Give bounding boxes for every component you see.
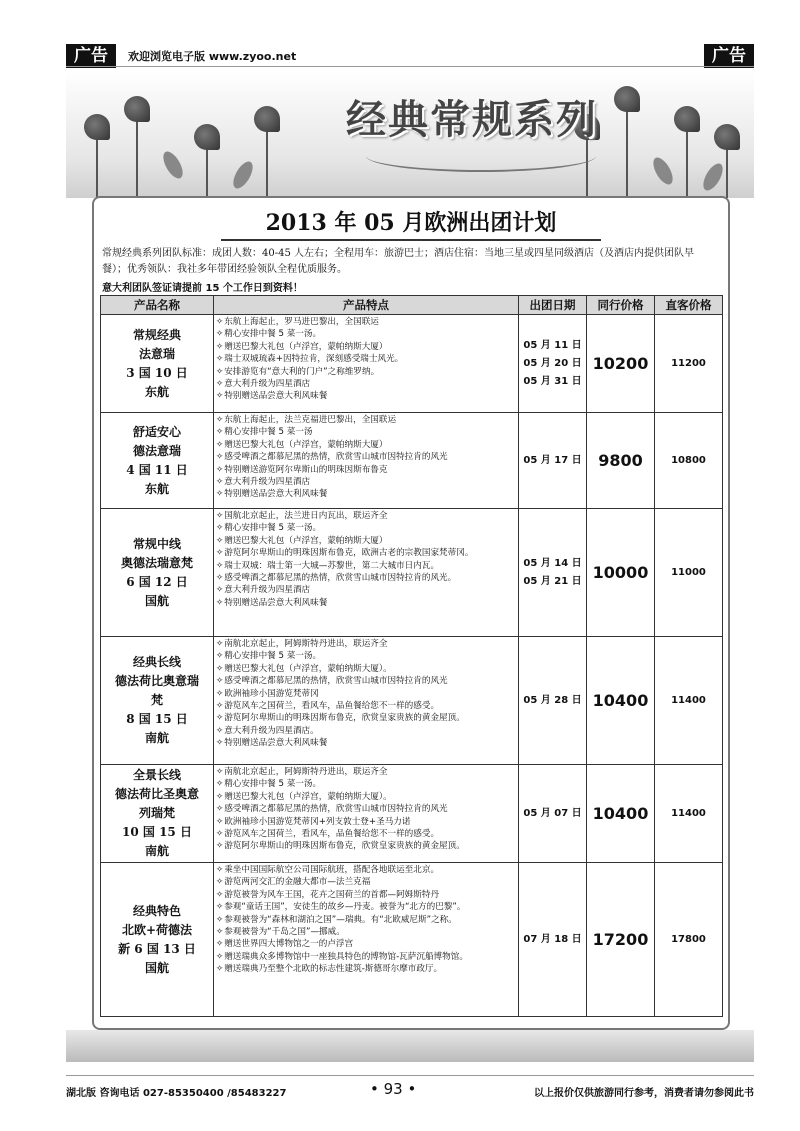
- product-name-line: 德法荷比奥意瑞: [114, 674, 199, 688]
- feature-item: ✧ 参观“童话王国”，安徒生的故乡—丹麦。被誉为“北方的巴黎”。: [216, 901, 516, 913]
- product-name-line: 东航: [144, 384, 169, 399]
- feature-item: ✧ 特别赠送品尝意大利风味餐: [216, 390, 516, 402]
- feature-item: ✧ 赠送世界四大博物馆之一的卢浮宫: [216, 938, 516, 950]
- direct-price: 11200: [655, 315, 723, 413]
- feature-item: ✧ 赠送巴黎大礼包（卢浮宫，蒙帕纳斯大厦）: [216, 535, 516, 547]
- feature-item: ✧ 赠送巴黎大礼包（卢浮宫，蒙帕纳斯大厦）。: [216, 791, 516, 803]
- product-name-line: 3 国 10 日: [126, 365, 188, 380]
- intro-text: 常规经典系列团队标准：成团人数：40-45 人左右；全程用车：旅游巴士；酒店住宿：当地三星或四星同级酒店（及酒店内提供团队早餐）；优秀领队：我社多年带团经验领队全程优质服务。: [102, 248, 695, 275]
- peer-price: 17200: [587, 863, 655, 1017]
- departure-date: 05 月 28 日: [523, 694, 582, 706]
- feature-item: ✧ 参观被誉为“森林和湖泊之国”—瑞典。有“北欧威尼斯”之称。: [216, 914, 516, 926]
- product-name-line: 常规经典: [132, 327, 181, 342]
- direct-price: 17800: [655, 863, 723, 1017]
- table-row: [101, 315, 723, 413]
- feature-item: ✧ 意大利升级为四星酒店: [216, 584, 516, 596]
- feature-item: ✧ 东航上海起止，罗马进巴黎出，全国联运: [216, 316, 516, 328]
- peer-price: 10000: [587, 509, 655, 637]
- product-name-line: 南航: [144, 844, 169, 858]
- departure-date: 05 月 21 日: [523, 575, 582, 587]
- visa-note: 意大利团队签证请提前 15 个工作日到资料！: [102, 283, 303, 294]
- peer-price: 9800: [587, 413, 655, 509]
- feature-item: ✧ 乘坐中国国际航空公司国际航班，搭配各地联运至北京。: [216, 864, 516, 876]
- feature-item: ✧ 意大利升级为四星酒店: [216, 476, 516, 488]
- feature-item: ✧ 赠送瑞典众多博物馆中一座独具特色的博物馆-瓦萨沉船博物馆。: [216, 951, 516, 963]
- footer-contact: 湖北版 咨询电话 027-85350400 /85483227: [66, 1088, 287, 1099]
- product-name-line: 德法意瑞: [132, 443, 181, 458]
- feature-item: ✧ 特别赠送品尝意大利风味餐: [216, 737, 516, 749]
- feature-item: ✧ 瑞士双城琉森+因特拉肯，深刻感受瑞士风光。: [216, 353, 516, 365]
- departure-date: 05 月 31 日: [523, 375, 582, 387]
- feature-item: ✧ 国航北京起止，法兰进日内瓦出，联运齐全: [216, 510, 516, 522]
- feature-item: ✧ 特别赠送品尝意大利风味餐: [216, 597, 516, 609]
- flower-icon: [614, 86, 640, 112]
- product-name-line: 列瑞梵: [138, 806, 175, 820]
- product-features: [214, 315, 519, 413]
- top-divider: [66, 66, 754, 67]
- product-name-line: 法意瑞: [138, 346, 175, 361]
- product-features: [214, 637, 519, 765]
- feature-item: ✧ 赠送巴黎大礼包（卢浮宫，蒙帕纳斯大厦）: [216, 439, 516, 451]
- departure-dates: [519, 509, 587, 637]
- product-name: [101, 509, 214, 637]
- departure-dates: [519, 315, 587, 413]
- column-header: 产品名称: [101, 296, 214, 315]
- feature-item: ✧ 游览风车之国荷兰，看风车，品鱼餐给您不一样的感受。: [216, 700, 516, 712]
- product-name: [101, 765, 214, 863]
- feature-item: ✧ 感受啤酒之都慕尼黑的热情，欣赏雪山城市因特拉肯的风光。: [216, 572, 516, 584]
- departure-dates: [519, 765, 587, 863]
- peer-price: 10400: [587, 637, 655, 765]
- feature-item: ✧ 感受啤酒之都慕尼黑的热情，欣赏雪山城市因特拉肯的风光: [216, 675, 516, 687]
- product-name: [101, 413, 214, 509]
- direct-price: 11000: [655, 509, 723, 637]
- departure-date: 07 月 18 日: [523, 933, 582, 945]
- bottom-divider: [66, 1075, 754, 1076]
- flower-icon: [194, 124, 220, 150]
- product-name-line: 舒适安心: [132, 424, 181, 439]
- column-header: 直客价格: [655, 296, 723, 315]
- feature-item: ✧ 安排游览有“意大利的门户”之称维罗纳。: [216, 366, 516, 378]
- product-name-line: 常规中线: [132, 536, 181, 551]
- product-name: [101, 863, 214, 1017]
- product-features: [214, 765, 519, 863]
- feature-item: ✧ 欧洲袖珍小国游览梵蒂冈: [216, 688, 516, 700]
- departure-date: 05 月 17 日: [523, 454, 582, 466]
- table-row: [101, 509, 723, 637]
- departure-dates: [519, 413, 587, 509]
- feature-item: ✧ 南航北京起止，阿姆斯特丹进出，联运齐全: [216, 638, 516, 650]
- feature-item: ✧ 瑞士双城：瑞士第一大城—苏黎世，第二大城市日内瓦。: [216, 560, 516, 572]
- product-name-line: 4 国 11 日: [126, 462, 188, 477]
- product-name-line: 国航: [144, 960, 169, 975]
- direct-price: 11400: [655, 637, 723, 765]
- product-features: [214, 863, 519, 1017]
- product-name-line: 德法荷比圣奥意: [114, 787, 199, 801]
- product-name-line: 北欧+荷德法: [121, 922, 193, 937]
- banner: [66, 70, 754, 198]
- product-name-line: 新 6 国 13 日: [118, 941, 196, 956]
- product-features: [214, 413, 519, 509]
- departure-date: 05 月 07 日: [523, 807, 582, 819]
- feature-item: ✧ 感受啤酒之都慕尼黑的热情，欣赏雪山城市因特拉肯的风光: [216, 451, 516, 463]
- column-header: 产品特点: [214, 296, 519, 315]
- feature-item: ✧ 游览风车之国荷兰，看风车，品鱼餐给您不一样的感受。: [216, 828, 516, 840]
- flower-icon: [714, 124, 740, 150]
- product-name: [101, 315, 214, 413]
- feature-item: ✧ 特别赠送游览阿尔卑斯山的明珠因斯布鲁克: [216, 464, 516, 476]
- feature-item: ✧ 特别赠送品尝意大利风味餐: [216, 488, 516, 500]
- feature-item: ✧ 东航上海起止，法兰克福进巴黎出，全国联运: [216, 414, 516, 426]
- feature-item: ✧ 精心安排中餐 5 菜一汤。: [216, 778, 516, 790]
- product-name-line: 东航: [144, 481, 169, 496]
- table-header-row: [101, 296, 723, 315]
- product-name-line: 梵: [150, 693, 163, 707]
- feature-item: ✧ 赠送巴黎大礼包（卢浮宫，蒙帕纳斯大厦）。: [216, 663, 516, 675]
- product-name-line: 6 国 12 日: [126, 574, 188, 589]
- feature-item: ✧ 意大利升级为四星酒店: [216, 378, 516, 390]
- product-name: [101, 637, 214, 765]
- ornament: [366, 140, 596, 172]
- product-name-line: 奥德法瑞意梵: [120, 555, 193, 570]
- column-header: 出团日期: [519, 296, 587, 315]
- product-name-line: 经典特色: [132, 903, 181, 918]
- direct-price: 10800: [655, 413, 723, 509]
- peer-price: 10400: [587, 765, 655, 863]
- feature-item: ✧ 精心安排中餐 5 菜一汤。: [216, 650, 516, 662]
- flower-icon: [674, 106, 700, 132]
- feature-item: ✧ 赠送瑞典乃至整个北欧的标志性建筑-斯德哥尔摩市政厅。: [216, 963, 516, 975]
- feature-item: ✧ 欧洲袖珍小国游览梵蒂冈+列支敦士登+圣马力诺: [216, 816, 516, 828]
- footer-disclaimer: 以上报价仅供旅游同行参考，消费者请勿参阅此书: [534, 1088, 754, 1099]
- product-name-line: 8 国 15 日: [126, 712, 188, 726]
- feature-item: ✧ 参观被誉为“千岛之国”—挪威。: [216, 926, 516, 938]
- flower-icon: [254, 106, 280, 132]
- product-name-line: 南航: [144, 731, 169, 745]
- product-name-line: 经典长线: [132, 655, 181, 669]
- ad-tag-right: 广告: [704, 44, 754, 68]
- welcome-text: 欢迎浏览电子版 www.zyoo.net: [128, 50, 297, 63]
- plan-panel: [92, 196, 730, 1030]
- footer-image: [66, 1030, 754, 1062]
- table-row: [101, 765, 723, 863]
- top-bar: [0, 38, 800, 68]
- feature-item: ✧ 意大利升级为四星酒店。: [216, 725, 516, 737]
- direct-price: 11400: [655, 765, 723, 863]
- flower-icon: [84, 114, 110, 140]
- departure-date: 05 月 11 日: [523, 339, 582, 351]
- page-number: • 93 •: [370, 1080, 417, 1098]
- departure-date: 05 月 14 日: [523, 557, 582, 569]
- feature-item: ✧ 感受啤酒之都慕尼黑的热情，欣赏雪山城市因特拉肯的风光: [216, 803, 516, 815]
- plan-title: 2013 年 05 月欧洲出团计划: [94, 206, 728, 241]
- departure-dates: [519, 863, 587, 1017]
- feature-item: ✧ 游览阿尔卑斯山的明珠因斯布鲁克，欧洲古老的宗教国家梵蒂冈。: [216, 547, 516, 559]
- feature-item: ✧ 游览阿尔卑斯山的明珠因斯布鲁克，欣赏皇家贵族的黄金屋顶。: [216, 840, 516, 852]
- ad-tag-left: 广告: [66, 44, 116, 68]
- product-name-line: 全景长线: [132, 768, 181, 782]
- series-title: 经典常规系列: [346, 96, 598, 143]
- feature-item: ✧ 南航北京起止，阿姆斯特丹进出，联运齐全: [216, 766, 516, 778]
- product-features: [214, 509, 519, 637]
- feature-item: ✧ 精心安排中餐 5 菜一汤: [216, 426, 516, 438]
- feature-item: ✧ 游览被誉为风车王国，花卉之国荷兰的首都—阿姆斯特丹: [216, 889, 516, 901]
- departure-dates: [519, 637, 587, 765]
- product-name-line: 10 国 15 日: [122, 825, 192, 839]
- table-row: [101, 863, 723, 1017]
- feature-item: ✧ 精心安排中餐 5 菜一汤。: [216, 522, 516, 534]
- flower-icon: [124, 96, 150, 122]
- feature-item: ✧ 赠送巴黎大礼包（卢浮宫，蒙帕纳斯大厦）: [216, 341, 516, 353]
- tour-table: [100, 295, 723, 1017]
- peer-price: 10200: [587, 315, 655, 413]
- product-name-line: 国航: [144, 593, 169, 608]
- feature-item: ✧ 游览两河交汇的金融大都市—法兰克福: [216, 876, 516, 888]
- table-row: [101, 637, 723, 765]
- table-row: [101, 413, 723, 509]
- column-header: 同行价格: [587, 296, 655, 315]
- departure-date: 05 月 20 日: [523, 357, 582, 369]
- feature-item: ✧ 游览阿尔卑斯山的明珠因斯布鲁克，欣赏皇家贵族的黄金屋顶。: [216, 712, 516, 724]
- feature-item: ✧ 精心安排中餐 5 菜一汤。: [216, 328, 516, 340]
